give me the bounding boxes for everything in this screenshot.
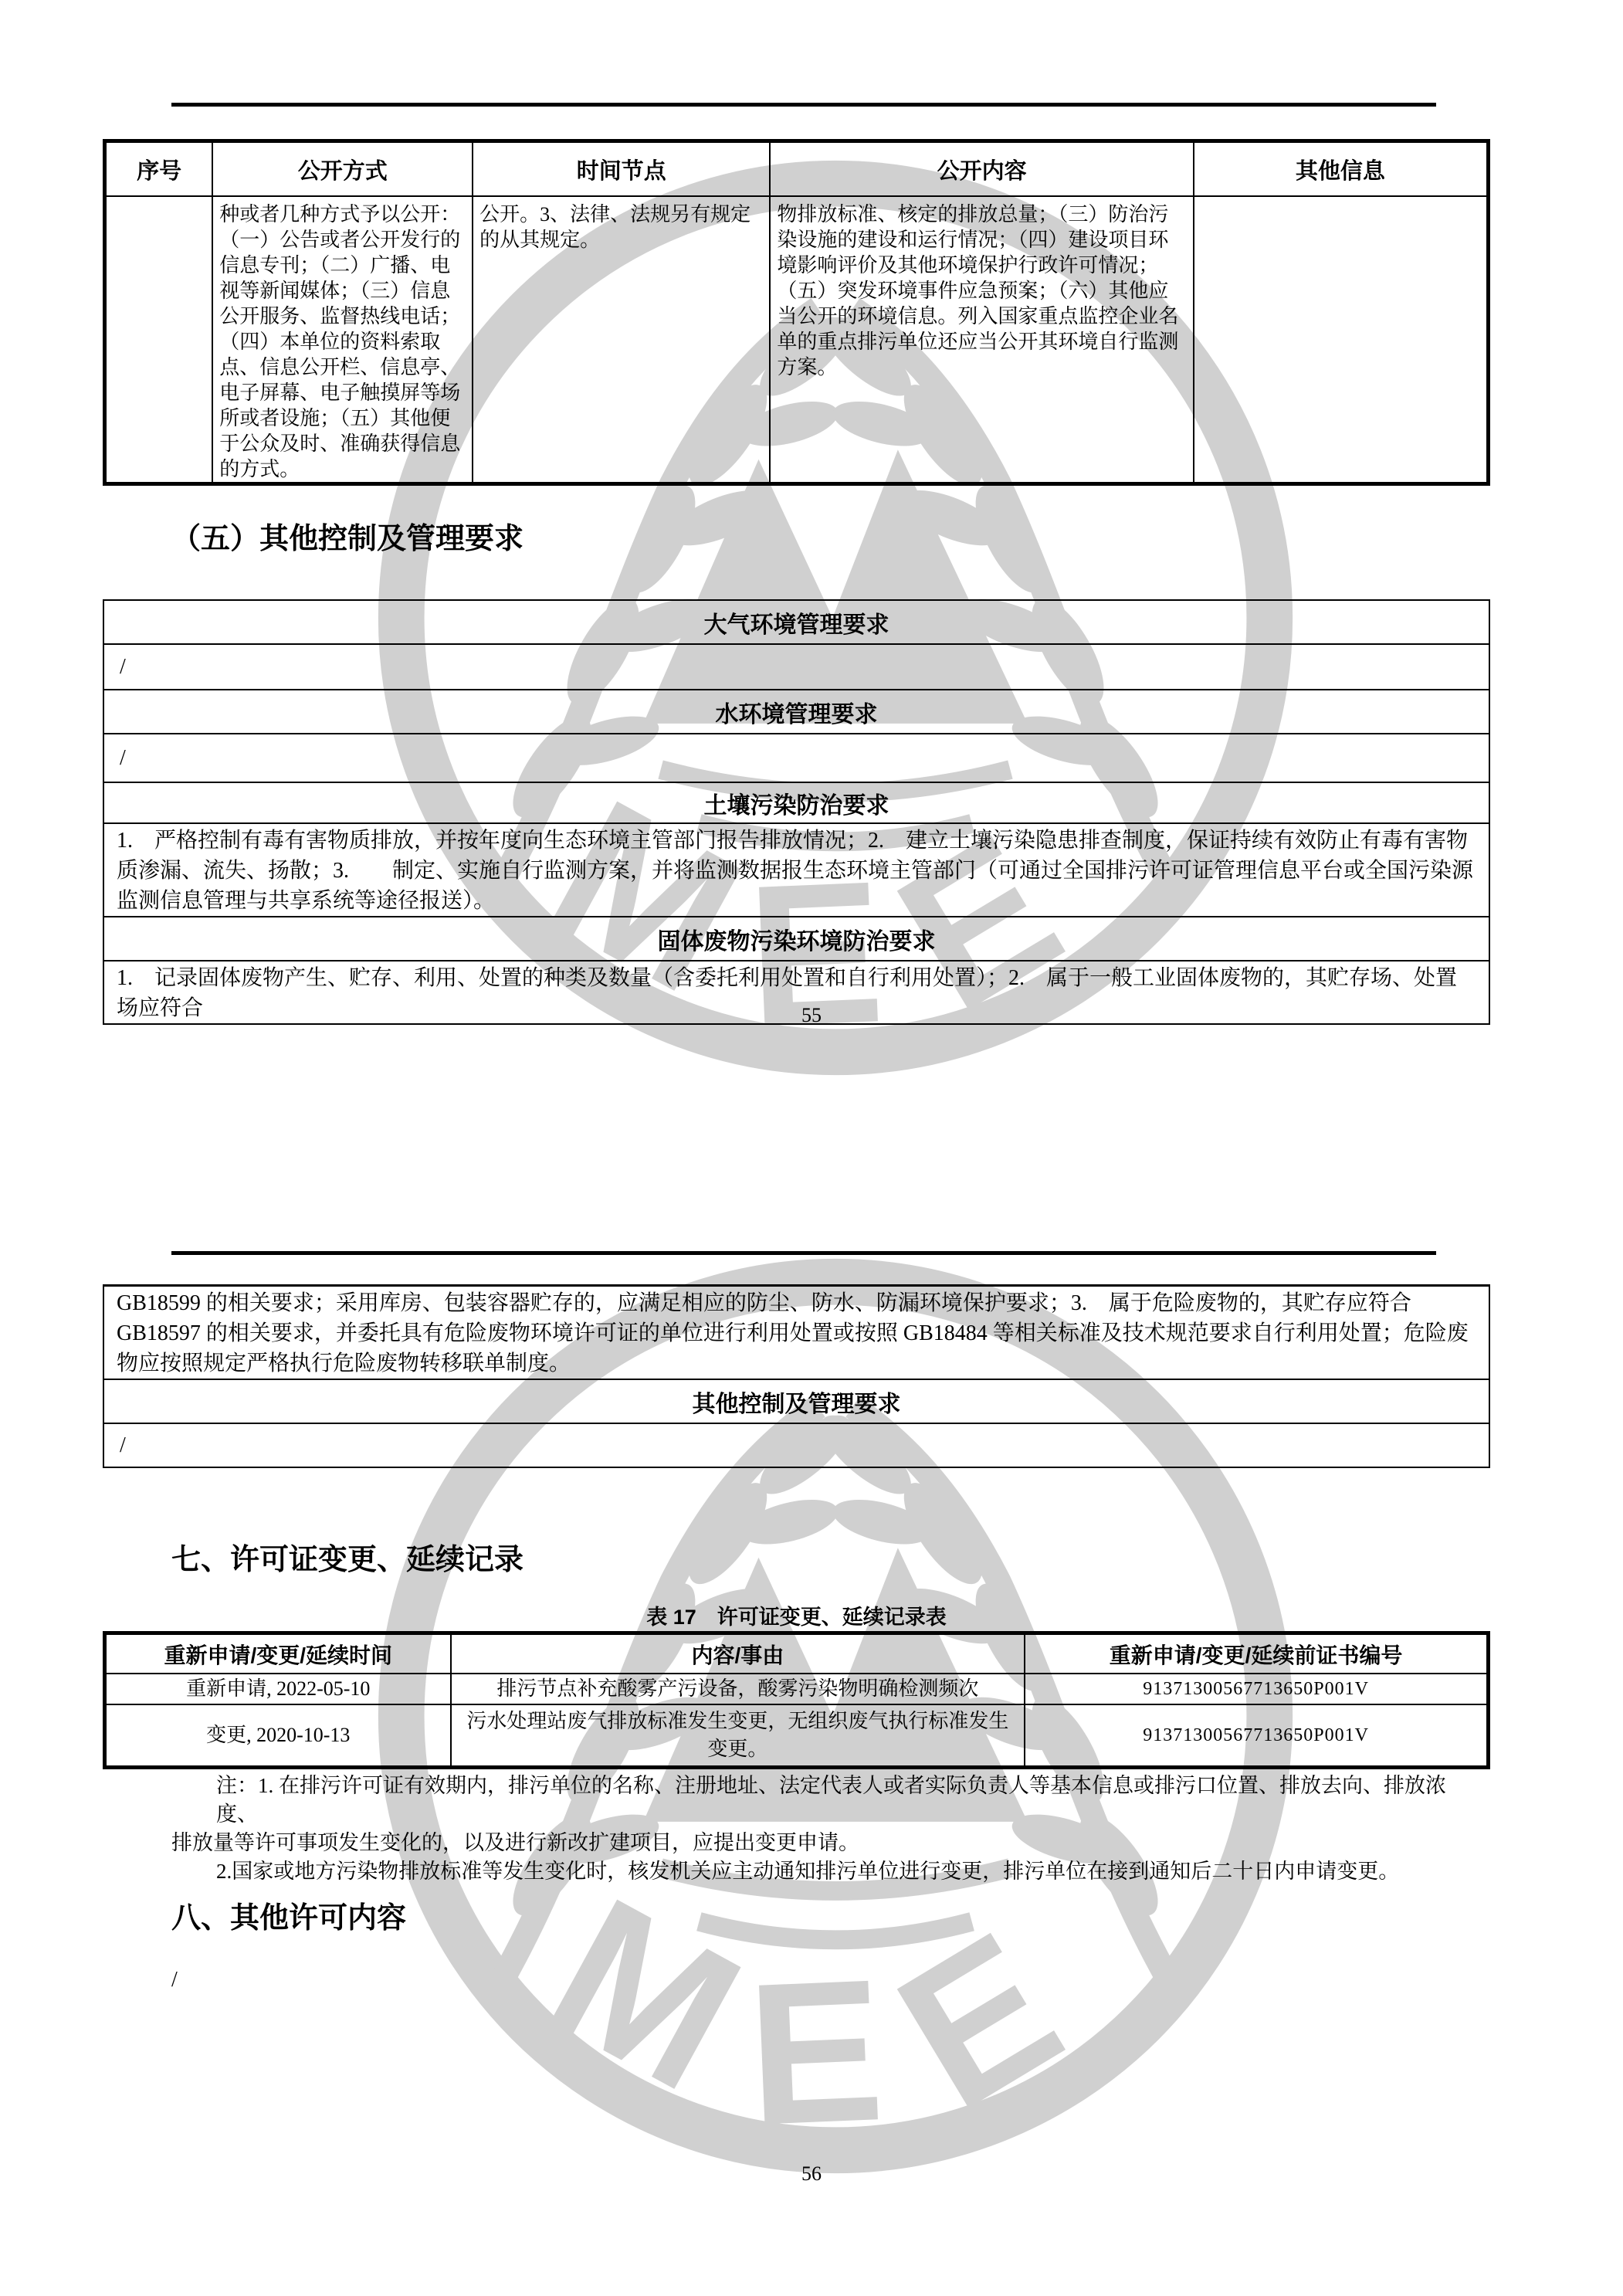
- section8-title: 八、其他许可内容: [171, 1902, 407, 1935]
- soil-header: 土壤污染防治要求: [103, 782, 1489, 823]
- air-env-header: 大气环境管理要求: [103, 600, 1489, 644]
- cell-method: 种或者几种方式予以公开：（一）公告或者公开发行的信息专刊；（二）广播、电视等新闻媒体；（三）信息公开服务、监督热线电话；（四）本单位的资料索取点、信息公开栏、信息亭、电子屏幕、电子触摸屏等场所或者设施；（五）其他便于公众及时、准确获得信息的方式。: [212, 196, 473, 484]
- col-header-reason: 内容/事由: [451, 1633, 1025, 1674]
- change-table-header-row: [105, 1633, 1489, 1674]
- table17-caption: 表 17 许可证变更、延续记录表: [646, 1606, 947, 1629]
- col-header-method: 公开方式: [212, 141, 473, 197]
- air-env-value: /: [103, 644, 1489, 690]
- col-header-seq: 序号: [105, 141, 213, 197]
- page1-header-rule: [171, 103, 1436, 107]
- section5-title: （五）其他控制及管理要求: [171, 523, 524, 555]
- note-line-1: 注：1. 在排污许可证有效期内，排污单位的名称、注册地址、法定代表人或者实际负责人等基本信息或排污口位置、排放去向、排放浓度、: [216, 1774, 1446, 1826]
- solid-waste-value: 1. 记录固体废物产生、贮存、利用、处置的种类及数量（含委托利用处置和自行利用处置）；2. 属于一般工业固体废物的，其贮存场、处置场应符合: [103, 961, 1489, 1024]
- note-line-3: 2.国家或地方污染物排放标准等发生变化时，核发机关应主动通知排污单位进行变更，排污单位在接到通知后二十日内申请变更。: [216, 1860, 1400, 1883]
- water-env-value: /: [103, 734, 1489, 782]
- row1-reason: 排污节点补充酸雾产污设备，酸雾污染物明确检测频次: [451, 1674, 1025, 1704]
- management-requirements-table: [103, 599, 1490, 1025]
- cell-seq: [105, 196, 213, 484]
- soil-value: 1. 严格控制有毒有害物质排放，并按年度向生态环境主管部门报告排放情况；2. 建立土壤污染隐患排查制度，保证持续有效防止有毒有害物质渗漏、流失、扬散；3. 制定、实施自行监测方案，并将监测数据报生态环境主管部门（可通过全国排污许可证管理信息平台或全国污染源监测信息管理与共享系统等途径报送）。: [103, 823, 1489, 917]
- row2-cert: 91371300567713650P001V: [1025, 1704, 1488, 1768]
- cell-other: [1194, 196, 1489, 484]
- other-mgmt-header: 其他控制及管理要求: [103, 1379, 1489, 1423]
- other-mgmt-value: /: [103, 1423, 1489, 1467]
- publicity-table: [103, 139, 1490, 486]
- change-renewal-table: [103, 1631, 1490, 1769]
- col-header-content: 公开内容: [770, 141, 1193, 197]
- cell-timing: 公开。3、法律、法规另有规定的从其规定。: [473, 196, 770, 484]
- publicity-table-header-row: [105, 141, 1489, 197]
- row1-time: 重新申请, 2022-05-10: [105, 1674, 451, 1704]
- management-requirements-table-continued: [103, 1284, 1490, 1468]
- note-line-2: 排放量等许可事项发生变化的，以及进行新改扩建项目，应提出变更申请。: [171, 1831, 859, 1854]
- change-table-row-2: [105, 1704, 1489, 1768]
- publicity-table-body-row: [105, 196, 1489, 484]
- col-header-other: 其他信息: [1194, 141, 1489, 197]
- page2-number: 56: [801, 2162, 822, 2185]
- table17-notes: [171, 1772, 1453, 1886]
- cell-content: 物排放标准、核定的排放总量；（三）防治污染设施的建设和运行情况；（四）建设项目环境影响评价及其他环境保护行政许可情况；（五）突发环境事件应急预案；（六）其他应当公开的环境信息。列入国家重点监控企业名单的重点排污单位还应当公开其环境自行监测方案。: [770, 196, 1193, 484]
- page1-number: 55: [801, 1004, 822, 1026]
- col-header-cert: 重新申请/变更/延续前证书编号: [1025, 1633, 1488, 1674]
- section8-value: /: [171, 1968, 178, 1992]
- row2-time: 变更, 2020-10-13: [105, 1704, 451, 1768]
- section7-title: 七、许可证变更、延续记录: [171, 1544, 524, 1576]
- page2-header-rule: [171, 1251, 1436, 1255]
- col-header-timing: 时间节点: [473, 141, 770, 197]
- row2-reason: 污水处理站废气排放标准发生变更，无组织废气执行标准发生变更。: [451, 1704, 1025, 1768]
- change-table-row-1: [105, 1674, 1489, 1704]
- water-env-header: 水环境管理要求: [103, 690, 1489, 734]
- solid-waste-continuation: GB18599 的相关要求；采用库房、包装容器贮存的，应满足相应的防尘、防水、防漏环境保护要求；3. 属于危险废物的，其贮存应符合 GB18597 的相关要求，并委托具有危险废物环境许可证的单位进行利用处置或按照 GB18484 等相关标准及技术规范要求自行利用处置；危险废物应按照规定严格执行危险废物转移联单制度。: [103, 1286, 1489, 1380]
- col-header-time: 重新申请/变更/延续时间: [105, 1633, 451, 1674]
- row1-cert: 91371300567713650P001V: [1025, 1674, 1488, 1704]
- solid-waste-header: 固体废物污染环境防治要求: [103, 917, 1489, 961]
